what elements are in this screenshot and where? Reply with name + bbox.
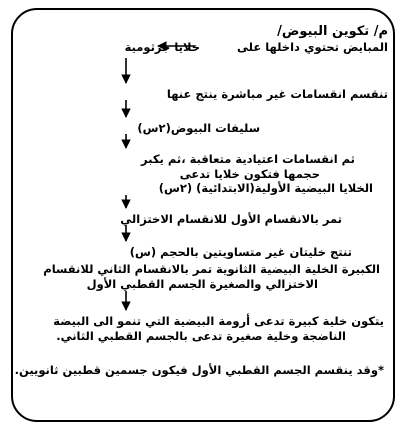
step-two-cells: تنتج خليتان غير متساويتين بالحجم (س)	[129, 245, 352, 259]
step-mitosis: تنقسم انقسامات غير مباشرة ينتج عنها	[166, 87, 388, 101]
step-meiosis-one: تمر بالانقسام الأول للانقسام الاختزالي	[120, 212, 342, 226]
step-ovaries: المبايض تحتوي داخلها على	[237, 40, 388, 54]
step-oogonia: سليفات البيوض(٢س)	[137, 121, 260, 135]
step-growth-line-1: ثم انقسامات اعتيادية متعاقبة ،ثم يكبر	[141, 152, 355, 166]
step-primary-oocytes: الخلايا البيضية الأولية(الابتدائية) (٢س)	[158, 181, 373, 195]
step-ootid-line-2: الناضجة وخلية صغيرة تدعى بالجسم القطبي الثاني.	[56, 329, 346, 343]
note-polar-body: *وقد ينقسم الجسم القطبي الأول فيكون جسمين قطبين ثانويين.	[14, 363, 384, 377]
step-secondary-oocyte-line-2: الاختزالي والصغيرة الجسم القطبي الأول	[86, 277, 318, 291]
step-growth-line-2: حجمها فتكون خلايا تدعى	[179, 167, 320, 181]
diagram-title: م/ تكوين البيوض/	[277, 24, 388, 39]
step-secondary-oocyte-line-1: الكبيرة الخلية البيضية الثانوية تمر بالانقسام الثاني للانقسام	[43, 262, 380, 276]
step-germ-cells: خلايا جرثومية	[124, 40, 200, 54]
step-ootid-line-1: يتكون خلية كبيرة تدعى أرومة البيضية التي تنمو الى البيضة	[53, 314, 384, 328]
